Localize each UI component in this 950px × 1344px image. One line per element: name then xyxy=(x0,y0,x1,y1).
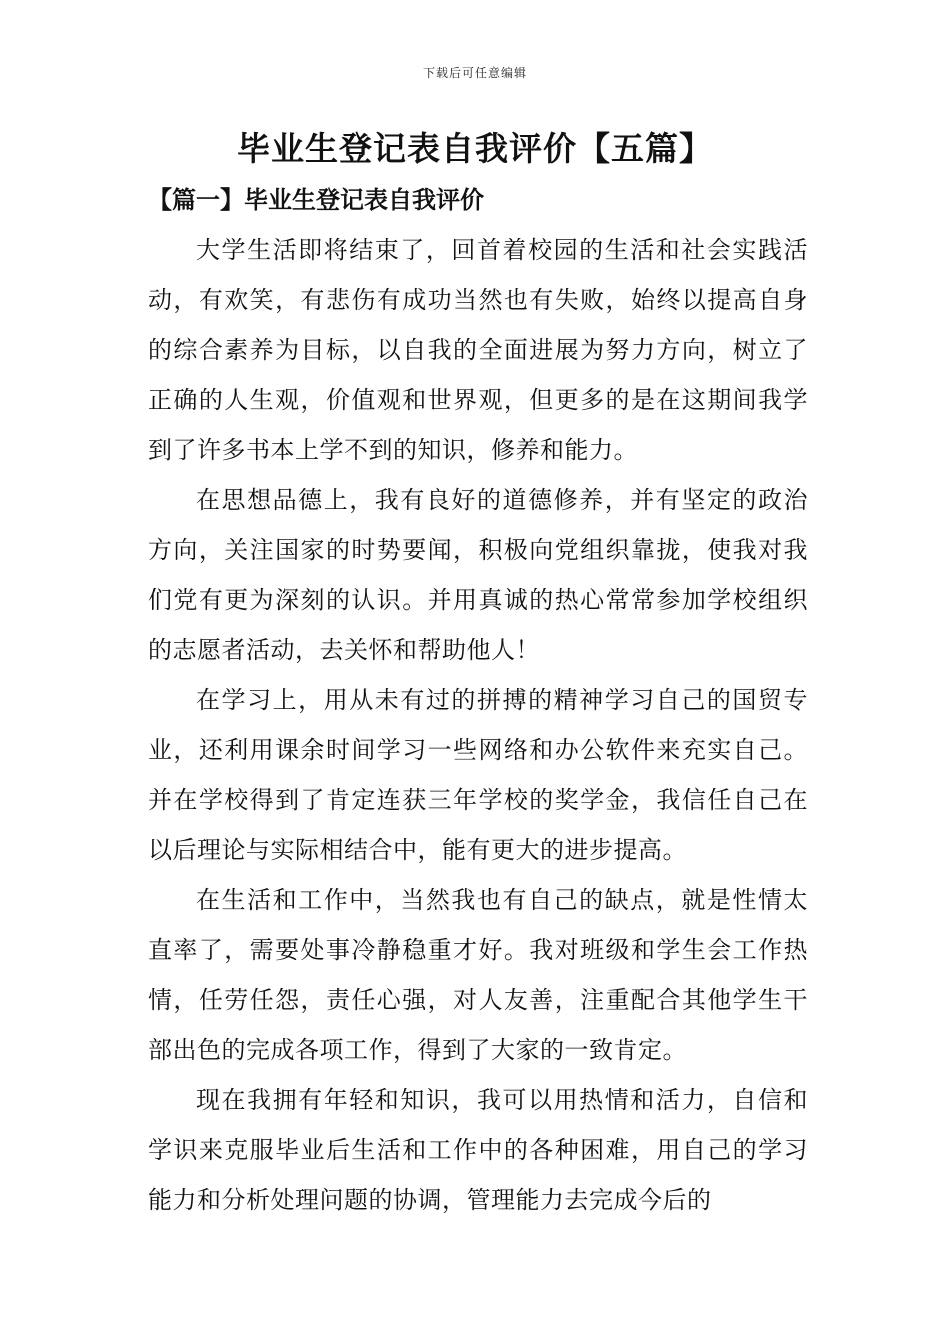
section-heading: 【篇一】毕业生登记表自我评价 xyxy=(148,185,484,214)
paragraph: 现在我拥有年轻和知识，我可以用热情和活力，自信和学识来克服毕业后生活和工作中的各种困难，用自己的学习能力和分析处理问题的协调，管理能力去完成今后的 xyxy=(148,1086,808,1214)
document-title: 毕业生登记表自我评价【五篇】 xyxy=(237,129,713,168)
header-note: 下载后可任意编辑 xyxy=(422,66,527,80)
paragraph: 在学习上，用从未有过的拼搏的精神学习自己的国贸专业，还利用课余时间学习一些网络和办公软件来充实自己。并在学校得到了肯定连获三年学校的奖学金，我信任自己在以后理论与实际相结合中，能有更大的进步提高。 xyxy=(148,686,808,864)
paragraph: 在生活和工作中，当然我也有自己的缺点，就是性情太直率了，需要处事冷静稳重才好。我对班级和学生会工作热情，任劳任怨，责任心强，对人友善，注重配合其他学生干部出色的完成各项工作，得到了大家的一致肯定。 xyxy=(148,886,808,1064)
body-text xyxy=(148,225,808,1225)
paragraph: 在思想品德上，我有良好的道德修养，并有坚定的政治方向，关注国家的时势要闻，积极向党组织靠拢，使我对我们党有更为深刻的认识。并用真诚的热心常常参加学校组织的志愿者活动，去关怀和帮助他人！ xyxy=(148,486,808,664)
paragraph: 大学生活即将结束了，回首着校园的生活和社会实践活动，有欢笑，有悲伤有成功当然也有失败，始终以提高自身的综合素养为目标，以自我的全面进展为努力方向，树立了正确的人生观，价值观和世界观，但更多的是在这期间我学到了许多书本上学不到的知识，修养和能力。 xyxy=(148,236,808,464)
